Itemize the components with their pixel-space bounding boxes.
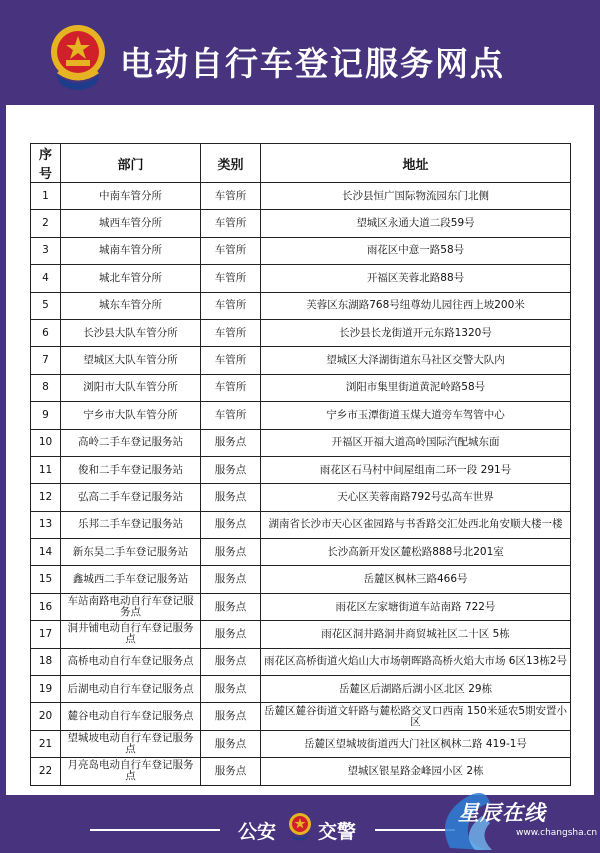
row-address-cell: 开福区开福大道高岭国际汽配城东面: [261, 429, 571, 456]
row-department-cell: 俊和二手车登记服务站: [61, 456, 201, 483]
row-number-cell: 8: [31, 374, 61, 401]
row-address-cell: 长沙县长龙街道开元东路1320号: [261, 319, 571, 346]
table-row: [31, 429, 571, 456]
row-address-cell: 开福区芙蓉北路88号: [261, 265, 571, 292]
row-address-cell: 雨花区高桥街道火焰山大市场朝晖路高桥火焰大市场 6区13栋2号: [261, 648, 571, 675]
table-row: [31, 511, 571, 538]
table-row: [31, 539, 571, 566]
row-department-cell: 新东昊二手车登记服务站: [61, 539, 201, 566]
row-category-cell: 服务点: [201, 703, 261, 730]
column-header-address: 地址: [261, 144, 571, 183]
row-address-cell: 望城区永通大道二段59号: [261, 210, 571, 237]
row-number-cell: 3: [31, 237, 61, 264]
row-address-cell: 雨花区石马村中间屋组南二环一段 291号: [261, 456, 571, 483]
row-category-cell: 服务点: [201, 676, 261, 703]
table-row: [31, 265, 571, 292]
page-title: 电动自行车登记服务网点: [120, 44, 505, 83]
row-number-cell: 20: [31, 703, 61, 730]
column-header-department: 部门: [61, 144, 201, 183]
row-address-cell: 芙蓉区东湖路768号纽尊幼儿园往西上坡200米: [261, 292, 571, 319]
row-department-cell: 麓谷电动自行车登记服务点: [61, 703, 201, 730]
row-address-cell: 湖南省长沙市天心区雀园路与书香路交汇处西北角安顺大楼一楼: [261, 511, 571, 538]
row-number-cell: 9: [31, 402, 61, 429]
row-department-cell: 望城坡电动自行车登记服务点: [61, 730, 201, 757]
row-address-cell: 雨花区洞井路洞井商贸城社区二十区 5栋: [261, 621, 571, 648]
row-department-cell: 城北车管分所: [61, 265, 201, 292]
table-row: [31, 730, 571, 757]
row-category-cell: 车管所: [201, 319, 261, 346]
row-address-cell: 望城区银星路金峰园小区 2栋: [261, 758, 571, 785]
watermark-site-name: 星辰在线: [458, 801, 546, 825]
table-row: [31, 648, 571, 675]
table-row: [31, 210, 571, 237]
row-number-cell: 11: [31, 456, 61, 483]
row-category-cell: 服务点: [201, 758, 261, 785]
row-category-cell: 车管所: [201, 292, 261, 319]
row-department-cell: 车站南路电动自行车登记服务点: [61, 593, 201, 620]
row-number-cell: 1: [31, 183, 61, 210]
row-number-cell: 2: [31, 210, 61, 237]
right-border-bar: [594, 105, 600, 795]
row-number-cell: 12: [31, 484, 61, 511]
row-category-cell: 服务点: [201, 621, 261, 648]
row-category-cell: 服务点: [201, 648, 261, 675]
table-row: [31, 347, 571, 374]
row-address-cell: 长沙高新开发区麓松路888号北201室: [261, 539, 571, 566]
row-department-cell: 洞井铺电动自行车登记服务点: [61, 621, 201, 648]
row-address-cell: 宁乡市玉潭街道玉煤大道旁车驾管中心: [261, 402, 571, 429]
row-address-cell: 雨花区中意一路58号: [261, 237, 571, 264]
row-department-cell: 高桥电动自行车登记服务点: [61, 648, 201, 675]
table-row: [31, 566, 571, 593]
table-row: [31, 183, 571, 210]
row-category-cell: 车管所: [201, 374, 261, 401]
row-number-cell: 14: [31, 539, 61, 566]
table-row: [31, 402, 571, 429]
row-number-cell: 17: [31, 621, 61, 648]
row-address-cell: 长沙县恒广国际物流园东门北侧: [261, 183, 571, 210]
row-category-cell: 服务点: [201, 566, 261, 593]
row-number-cell: 19: [31, 676, 61, 703]
row-number-cell: 10: [31, 429, 61, 456]
row-category-cell: 车管所: [201, 402, 261, 429]
row-category-cell: 车管所: [201, 237, 261, 264]
row-department-cell: 弘高二手车登记服务站: [61, 484, 201, 511]
footer-divider-left: [90, 829, 220, 831]
row-category-cell: 车管所: [201, 183, 261, 210]
row-department-cell: 城西车管分所: [61, 210, 201, 237]
row-number-cell: 7: [31, 347, 61, 374]
table-row: [31, 292, 571, 319]
police-emblem-icon: [287, 812, 313, 842]
row-category-cell: 车管所: [201, 265, 261, 292]
column-header-number: 序号: [31, 144, 61, 183]
row-category-cell: 服务点: [201, 484, 261, 511]
footer-traffic-police-label: 交警: [318, 821, 357, 843]
table-row: [31, 456, 571, 483]
row-address-cell: 天心区芙蓉南路792号弘高车世界: [261, 484, 571, 511]
row-department-cell: 乐邦二手车登记服务站: [61, 511, 201, 538]
row-address-cell: 岳麓区枫林三路466号: [261, 566, 571, 593]
header-banner: [0, 0, 600, 105]
row-department-cell: 宁乡市大队车管分所: [61, 402, 201, 429]
table-row: [31, 319, 571, 346]
row-address-cell: 岳麓区麓谷街道文轩路与麓松路交叉口西南 150米延农5期安置小区: [261, 703, 571, 730]
row-category-cell: 服务点: [201, 593, 261, 620]
row-address-cell: 望城区大泽湖街道东马社区交警大队内: [261, 347, 571, 374]
row-category-cell: 服务点: [201, 730, 261, 757]
row-department-cell: 长沙县大队车管分所: [61, 319, 201, 346]
row-category-cell: 服务点: [201, 539, 261, 566]
row-department-cell: 望城区大队车管分所: [61, 347, 201, 374]
row-number-cell: 16: [31, 593, 61, 620]
table-row: [31, 703, 571, 730]
table-row: [31, 237, 571, 264]
row-category-cell: 车管所: [201, 210, 261, 237]
row-number-cell: 18: [31, 648, 61, 675]
police-emblem-icon: [46, 22, 110, 94]
table-row: [31, 374, 571, 401]
row-department-cell: 城东车管分所: [61, 292, 201, 319]
row-category-cell: 服务点: [201, 511, 261, 538]
row-department-cell: 月亮岛电动自行车登记服务点: [61, 758, 201, 785]
row-address-cell: 雨花区左家塘街道车站南路 722号: [261, 593, 571, 620]
row-number-cell: 13: [31, 511, 61, 538]
row-category-cell: 车管所: [201, 347, 261, 374]
table-row: [31, 676, 571, 703]
footer-public-security-label: 公安: [238, 821, 277, 843]
table-row: [31, 621, 571, 648]
row-category-cell: 服务点: [201, 456, 261, 483]
row-department-cell: 鑫城西二手车登记服务站: [61, 566, 201, 593]
table-row: [31, 593, 571, 620]
row-department-cell: 城南车管分所: [61, 237, 201, 264]
row-department-cell: 高岭二手车登记服务站: [61, 429, 201, 456]
left-border-bar: [0, 105, 6, 795]
row-number-cell: 21: [31, 730, 61, 757]
row-number-cell: 6: [31, 319, 61, 346]
row-number-cell: 4: [31, 265, 61, 292]
row-category-cell: 服务点: [201, 429, 261, 456]
service-point-table: [30, 143, 570, 786]
table-row: [31, 484, 571, 511]
table-header-row: [31, 144, 571, 183]
row-department-cell: 后湖电动自行车登记服务点: [61, 676, 201, 703]
watermark-site-url: www.changsha.cn: [516, 828, 598, 838]
row-address-cell: 岳麓区望城坡街道西大门社区枫林二路 419-1号: [261, 730, 571, 757]
row-address-cell: 浏阳市集里街道黄泥岭路58号: [261, 374, 571, 401]
column-header-category: 类别: [201, 144, 261, 183]
row-number-cell: 22: [31, 758, 61, 785]
row-number-cell: 5: [31, 292, 61, 319]
row-department-cell: 中南车管分所: [61, 183, 201, 210]
row-department-cell: 浏阳市大队车管分所: [61, 374, 201, 401]
row-address-cell: 岳麓区后湖路后湖小区北区 29栋: [261, 676, 571, 703]
row-number-cell: 15: [31, 566, 61, 593]
